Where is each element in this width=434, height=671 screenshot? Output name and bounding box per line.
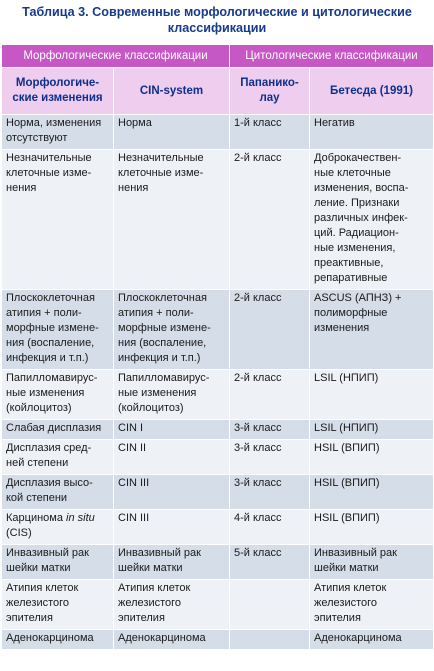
table-row xyxy=(2,545,434,580)
cell-cin: Папилломавирус- ные изменения (койлоцитоз) xyxy=(114,370,230,420)
cell-bethesda: HSIL (ВПИП) xyxy=(310,440,434,475)
cell-papanicolaou: 1-й класс xyxy=(230,115,310,150)
cell-bethesda: HSIL (ВПИП) xyxy=(310,510,434,545)
cell-cin: Незначительные клеточные изме- нения xyxy=(114,150,230,290)
cell-cin: CIN I xyxy=(114,420,230,440)
column-header-morphological-changes: Морфологиче- ские изменения xyxy=(2,68,114,115)
table-row xyxy=(2,510,434,545)
cell-papanicolaou: 5-й класс xyxy=(230,545,310,580)
cell-papanicolaou xyxy=(230,630,310,650)
group-header-row xyxy=(2,45,434,68)
cell-papanicolaou xyxy=(230,580,310,630)
caption-line-2: классификации xyxy=(167,21,267,35)
cell-cin: CIN III xyxy=(114,475,230,510)
cell-morphological: Слабая дисплазия xyxy=(2,420,114,440)
cell-cin: CIN II xyxy=(114,440,230,475)
cell-morphological: Плоскоклеточная атипия + поли- морфные измене- ния (воспаление, инфекция и т.п.) xyxy=(2,290,114,370)
table-row xyxy=(2,580,434,630)
cell-morphological: Аденокарцинома xyxy=(2,630,114,650)
cell-bethesda: Аденокарцинома xyxy=(310,630,434,650)
table-row xyxy=(2,370,434,420)
cell-bethesda: ASCUS (АПНЗ) + полиморфные изменения xyxy=(310,290,434,370)
cell-cin: Плоскоклеточная атипия + поли- морфные измене- ния (воспаление, инфекция и т.п.) xyxy=(114,290,230,370)
table-row xyxy=(2,420,434,440)
table-body xyxy=(2,115,434,650)
cell-morphological: Карцинома in situ (CIS) xyxy=(2,510,114,545)
cell-papanicolaou: 2-й класс xyxy=(230,150,310,290)
cell-bethesda: Доброкачествен- ные клеточные изменения, воспа- ление. Признаки различных инфек- ций. Радиацион- ные изменения, преактивные, репаративные xyxy=(310,150,434,290)
table-row xyxy=(2,475,434,510)
cell-morphological: Незначительные клеточные изме- нения xyxy=(2,150,114,290)
table-row xyxy=(2,630,434,650)
column-header-papanicolaou: Папанико- лау xyxy=(230,68,310,115)
cell-papanicolaou: 2-й класс xyxy=(230,370,310,420)
column-header-row xyxy=(2,68,434,115)
cell-morphological: Атипия клеток железистого эпителия xyxy=(2,580,114,630)
cell-bethesda: Атипия клеток железистого эпителия xyxy=(310,580,434,630)
cell-bethesda: LSIL (НПИП) xyxy=(310,370,434,420)
cell-bethesda: Инвазивный рак шейки матки xyxy=(310,545,434,580)
table-row xyxy=(2,290,434,370)
table-row xyxy=(2,440,434,475)
cell-bethesda: Негатив xyxy=(310,115,434,150)
cell-papanicolaou: 2-й класс xyxy=(230,290,310,370)
cell-morphological: Папилломавирус- ные изменения (койлоцитоз) xyxy=(2,370,114,420)
cell-morphological: Норма, изменения отсутствуют xyxy=(2,115,114,150)
classification-table xyxy=(1,44,434,650)
cell-morphological: Дисплазия высо- кой степени xyxy=(2,475,114,510)
cell-morphological: Дисплазия сред- ней степени xyxy=(2,440,114,475)
cell-cin: Атипия клеток железистого эпителия xyxy=(114,580,230,630)
group-header-cytological: Цитологические классификации xyxy=(230,45,434,68)
column-header-bethesda: Бетесда (1991) xyxy=(310,68,434,115)
table-caption xyxy=(0,0,434,44)
cell-morphological: Инвазивный рак шейки матки xyxy=(2,545,114,580)
table-row xyxy=(2,150,434,290)
group-header-morphological: Морфологические классификации xyxy=(2,45,230,68)
cell-cin: Инвазивный рак шейки матки xyxy=(114,545,230,580)
caption-line-1: Таблица 3. Современные морфологические и цитологические xyxy=(22,5,412,19)
cell-cin: Аденокарцинома xyxy=(114,630,230,650)
cell-papanicolaou: 4-й класс xyxy=(230,510,310,545)
cell-cin: CIN III xyxy=(114,510,230,545)
column-header-cin-system: CIN-system xyxy=(114,68,230,115)
cell-bethesda: HSIL (ВПИП) xyxy=(310,475,434,510)
cell-bethesda: LSIL (НПИП) xyxy=(310,420,434,440)
table-row xyxy=(2,115,434,150)
cell-papanicolaou: 3-й класс xyxy=(230,475,310,510)
cell-cin: Норма xyxy=(114,115,230,150)
cell-papanicolaou: 3-й класс xyxy=(230,440,310,475)
cell-papanicolaou: 3-й класс xyxy=(230,420,310,440)
